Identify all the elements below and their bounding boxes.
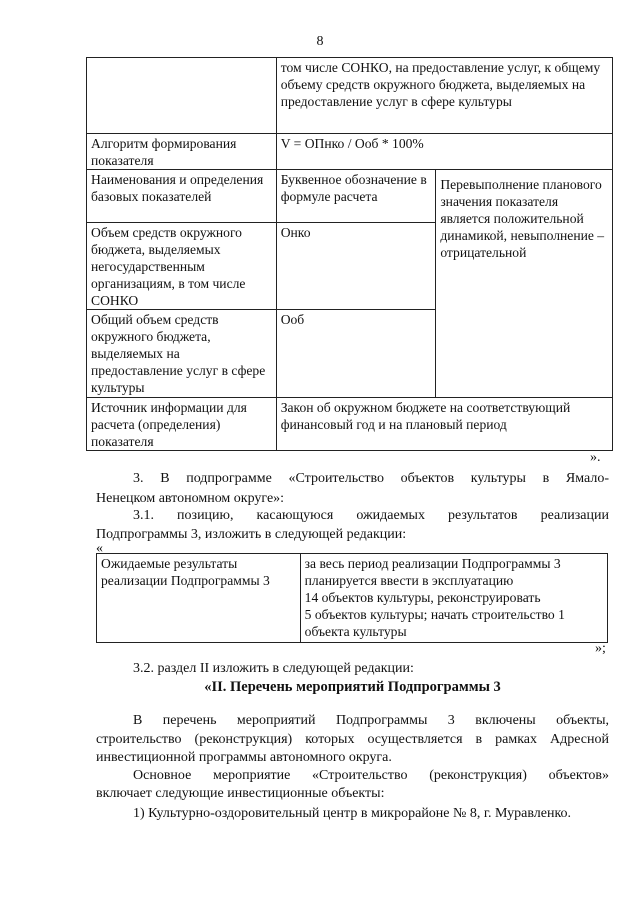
table-row bbox=[87, 170, 613, 223]
table-cell: Ооб bbox=[276, 310, 436, 398]
paragraph-line: 3.1. позицию, касающуюся ожидаемых результатов реализации bbox=[133, 508, 609, 523]
indicator-description-cell: том числе СОНКО, на предоставление услуг, к общему объему средств окружного бюджета, выделяемых на предоставление услуг в сфере культуры bbox=[276, 58, 612, 134]
header-cell-designation: Буквенное обозначение в формуле расчета bbox=[276, 170, 436, 223]
paragraph-line: Основное мероприятие «Строительство (реконструкция) объектов» bbox=[133, 768, 609, 783]
paragraph-line: строительство (реконструкция) которых осуществляется в рамках Адресной bbox=[96, 732, 609, 747]
paragraph-line: включает следующие инвестиционные объекты: bbox=[96, 786, 385, 801]
closing-quote: »; bbox=[595, 641, 606, 656]
paragraph-line: инвестиционной программы автономного округа. bbox=[96, 750, 392, 765]
table-cell: Онко bbox=[276, 223, 436, 310]
indicator-table bbox=[86, 57, 613, 451]
paragraph-line: 3.2. раздел II изложить в следующей редакции: bbox=[133, 661, 414, 676]
source-label-cell: Источник информации для расчета (определения) показателя bbox=[87, 398, 277, 451]
paragraph-line: Подпрограммы 3, изложить в следующей редакции: bbox=[96, 527, 407, 542]
header-cell-indicators: Наименования и определения базовых показателей bbox=[87, 170, 277, 223]
paragraph-line: Ненецком автономном округе»: bbox=[96, 491, 285, 506]
algorithm-label-cell: Алгоритм формирования показателя bbox=[87, 134, 277, 170]
table-row bbox=[97, 554, 608, 643]
expected-results-label: Ожидаемые результаты реализации Подпрограммы 3 bbox=[97, 554, 301, 643]
value-line: за весь период реализации Подпрограммы 3 bbox=[304, 556, 561, 571]
closing-quote: ». bbox=[590, 450, 601, 465]
value-line: объекта культуры bbox=[304, 624, 407, 639]
value-line: планируется ввести в эксплуатацию bbox=[304, 573, 514, 588]
table-cell bbox=[87, 58, 277, 134]
table-row bbox=[87, 398, 613, 451]
page-number: 8 bbox=[316, 34, 324, 49]
paragraph-line: 3. В подпрограмме «Строительство объектов культуры в Ямало- bbox=[133, 471, 609, 486]
section-title: «II. Перечень мероприятий Подпрограммы 3 bbox=[204, 679, 501, 695]
algorithm-formula-cell: V = ОПнко / Ооб * 100% bbox=[276, 134, 612, 170]
expected-results-table bbox=[96, 553, 608, 643]
table-cell: Общий объем средств окружного бюджета, выделяемых на предоставление услуг в сфере культуры bbox=[87, 310, 277, 398]
list-item: 1) Культурно-оздоровительный центр в микрорайоне № 8, г. Муравленко. bbox=[133, 806, 572, 821]
table-row bbox=[87, 58, 613, 134]
expected-results-value bbox=[300, 554, 607, 643]
table-cell: Объем средств окружного бюджета, выделяемых негосударственным организациям, в том числе СОНКО bbox=[87, 223, 277, 310]
source-value-cell: Закон об окружном бюджете на соответствующий финансовый год и на плановый период bbox=[276, 398, 612, 451]
evaluation-note-cell: Перевыполнение планового значения показателя является положительной динамикой, невыполнение – отрицательной bbox=[436, 170, 613, 398]
paragraph-line: В перечень мероприятий Подпрограммы 3 включены объекты, bbox=[133, 713, 609, 728]
table-row bbox=[87, 134, 613, 170]
value-line: 5 объектов культуры; начать строительство 1 bbox=[304, 607, 565, 622]
value-line: 14 объектов культуры, реконструировать bbox=[304, 590, 541, 605]
opening-quote: « bbox=[96, 541, 103, 556]
